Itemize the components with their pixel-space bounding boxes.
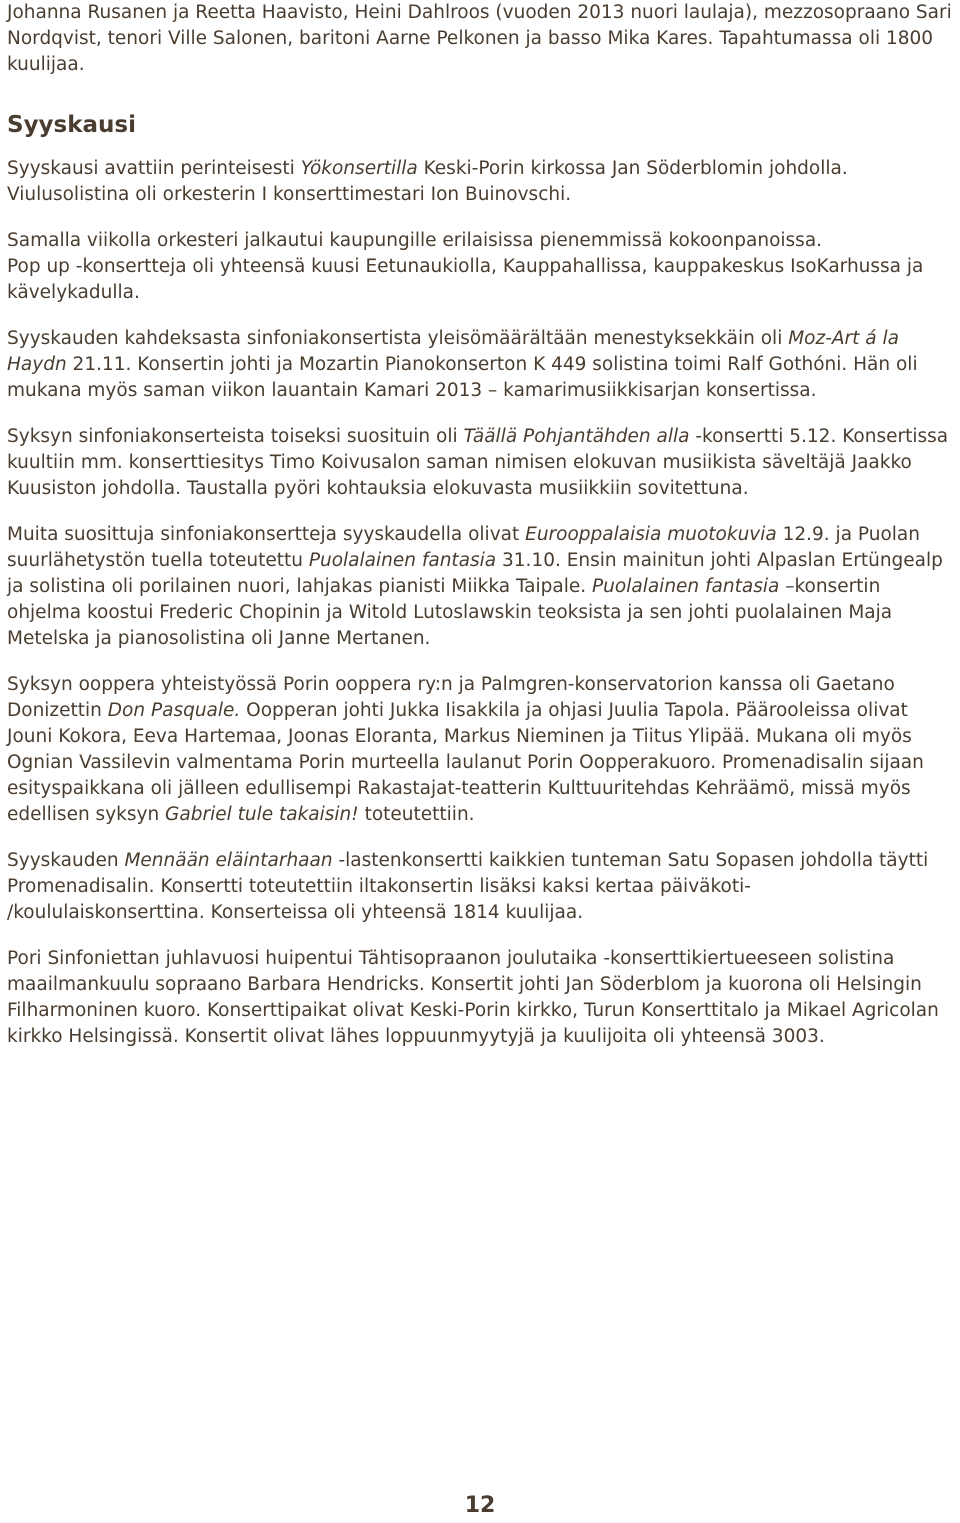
text-run: Oopperan johti Jukka Iisakkila ja ohjasi Juulia Tapola. Päärooleissa olivat Jouni Kokora, Eeva Hartemaa, Joonas Eloranta, Markus Nieminen ja Tiitus Ylipää. Mukana oli myös Ognian Vassilevin valmentama Porin murteella laulanut Porin Oopperakuoro. Promenadisalin sijaan esityspaikkana oli jälleen edullisempi Rakastajat-teatterin Kulttuuritehdas Kehräämö, missä myös edellisen syksyn bbox=[7, 700, 924, 825]
text-run: 31.10. Ensin mainitun johti Alpaslan Ertüngealp ja solistina oli porilainen nuori, lahjakas pianisti Miikka Taipale. bbox=[7, 550, 943, 597]
paragraph-pop-up-concerts: Pop up -konsertteja oli yhteensä kuusi Eetunaukiolla, Kauppahallissa, kauppakeskus IsoKarhussa ja kävelykadulla. bbox=[7, 256, 924, 303]
paragraph-small-ensembles: Samalla viikolla orkesteri jalkautui kaupungille erilaisissa pienemmissä kokoonpanoissa. bbox=[7, 230, 823, 251]
text-run: Syksyn ooppera yhteistyössä Porin ooppera ry:n ja Palmgren-konservatorion kanssa oli Gaetano Donizettin bbox=[7, 674, 895, 721]
concert-title: Moz-Art á la Haydn bbox=[7, 328, 899, 375]
paragraph-symphony-concerts bbox=[7, 326, 952, 404]
paragraph-children-concert bbox=[7, 848, 952, 926]
text-run: Syyskausi avattiin perinteisesti bbox=[7, 158, 301, 179]
text-run: –konsertin ohjelma koostui Frederic Chopinin ja Witold Lutoslawskin teoksista ja sen johti puolalainen Maja Metelska ja pianosolistina oli Janne Mertanen. bbox=[7, 576, 893, 649]
text-run: Syyskauden bbox=[7, 850, 125, 871]
document-body bbox=[7, 0, 952, 1070]
opera-title: Gabriel tule takaisin! bbox=[165, 804, 359, 825]
text-run: -lastenkonsertti kaikkien tunteman Satu Sopasen johdolla täytti Promenadisalin. Konsertti toteutettiin iltakonsertin lisäksi kaksi kertaa päiväkoti- /koululaiskonserttina. Konserteissa oli yhteensä 1814 kuulijaa. bbox=[7, 850, 929, 923]
concert-title: Puolalainen fantasia bbox=[308, 550, 497, 571]
text-run: Syyskauden kahdeksasta sinfoniakonsertista yleisömäärältään menestyksekkäin oli bbox=[7, 328, 789, 349]
concert-title: Mennään eläintarhaan bbox=[124, 850, 333, 871]
text-run: Muita suosittuja sinfoniakonsertteja syyskaudella olivat bbox=[7, 524, 526, 545]
paragraph-anniversary-tour: Pori Sinfoniettan juhlavuosi huipentui Tähtisopraanon joulutaika -konserttikiertueeseen solistina maailmankuulu sopraano Barbara Hendricks. Konsertit johti Jan Söderblom ja kuorona oli Helsingin Filharmoninen kuoro. Konserttipaikat olivat Keski-Porin kirkko, Turun Konserttitalo ja Mikael Agricolan kirkko Helsingissä. Konsertit olivat lähes loppuunmyytyjä ja kuulijoita oli yhteensä 3003. bbox=[7, 948, 939, 1047]
paragraph-season-opening bbox=[7, 156, 952, 208]
concert-title: Eurooppalaisia muotokuvia bbox=[525, 524, 777, 545]
page-number: 12 bbox=[464, 1493, 496, 1518]
paragraph-second-popular bbox=[7, 424, 952, 502]
concert-title: Puolalainen fantasia bbox=[592, 576, 780, 597]
text-run: Keski-Porin kirkossa Jan Söderblomin johdolla. Viulusolistina oli orkesterin I konserttimestari Ion Buinovschi. bbox=[7, 158, 848, 205]
text-run: -konsertti 5.12. Konsertissa kuultiin mm. konserttiesitys Timo Koivusalon saman nimisen elokuvan musiikista säveltäjä Jaakko Kuusiston johdolla. Taustalla pyöri kohtauksia elokuvasta musiikkiin sovitettuna. bbox=[7, 426, 949, 499]
text-run: toteutettiin. bbox=[358, 804, 475, 825]
section-heading-syyskausi: Syyskausi bbox=[7, 112, 137, 138]
text-run: Syksyn sinfoniakonserteista toiseksi suosituin oli bbox=[7, 426, 464, 447]
text-run: 12.9. ja Puolan suurlähetystön tuella toteutettu bbox=[7, 524, 920, 571]
paragraph-intro-performers: Johanna Rusanen ja Reetta Haavisto, Heini Dahlroos (vuoden 2013 nuori laulaja), mezzosopraano Sari Nordqvist, tenori Ville Salonen, baritoni Aarne Pelkonen ja basso Mika Kares. Tapahtumassa oli 1800 kuulijaa. bbox=[7, 2, 952, 75]
concert-title: Täällä Pohjantähden alla bbox=[463, 426, 690, 447]
paragraph-other-popular bbox=[7, 522, 952, 652]
paragraph-opera bbox=[7, 672, 952, 828]
concert-title: Yökonsertilla bbox=[300, 158, 418, 179]
opera-title: Don Pasquale. bbox=[107, 700, 241, 721]
text-run: 21.11. Konsertin johti ja Mozartin Pianokonserton K 449 solistina toimi Ralf Gothóni. Hän oli mukana myös saman viikon lauantain Kamari 2013 – kamarimusiikkisarjan konsertissa. bbox=[7, 354, 918, 401]
